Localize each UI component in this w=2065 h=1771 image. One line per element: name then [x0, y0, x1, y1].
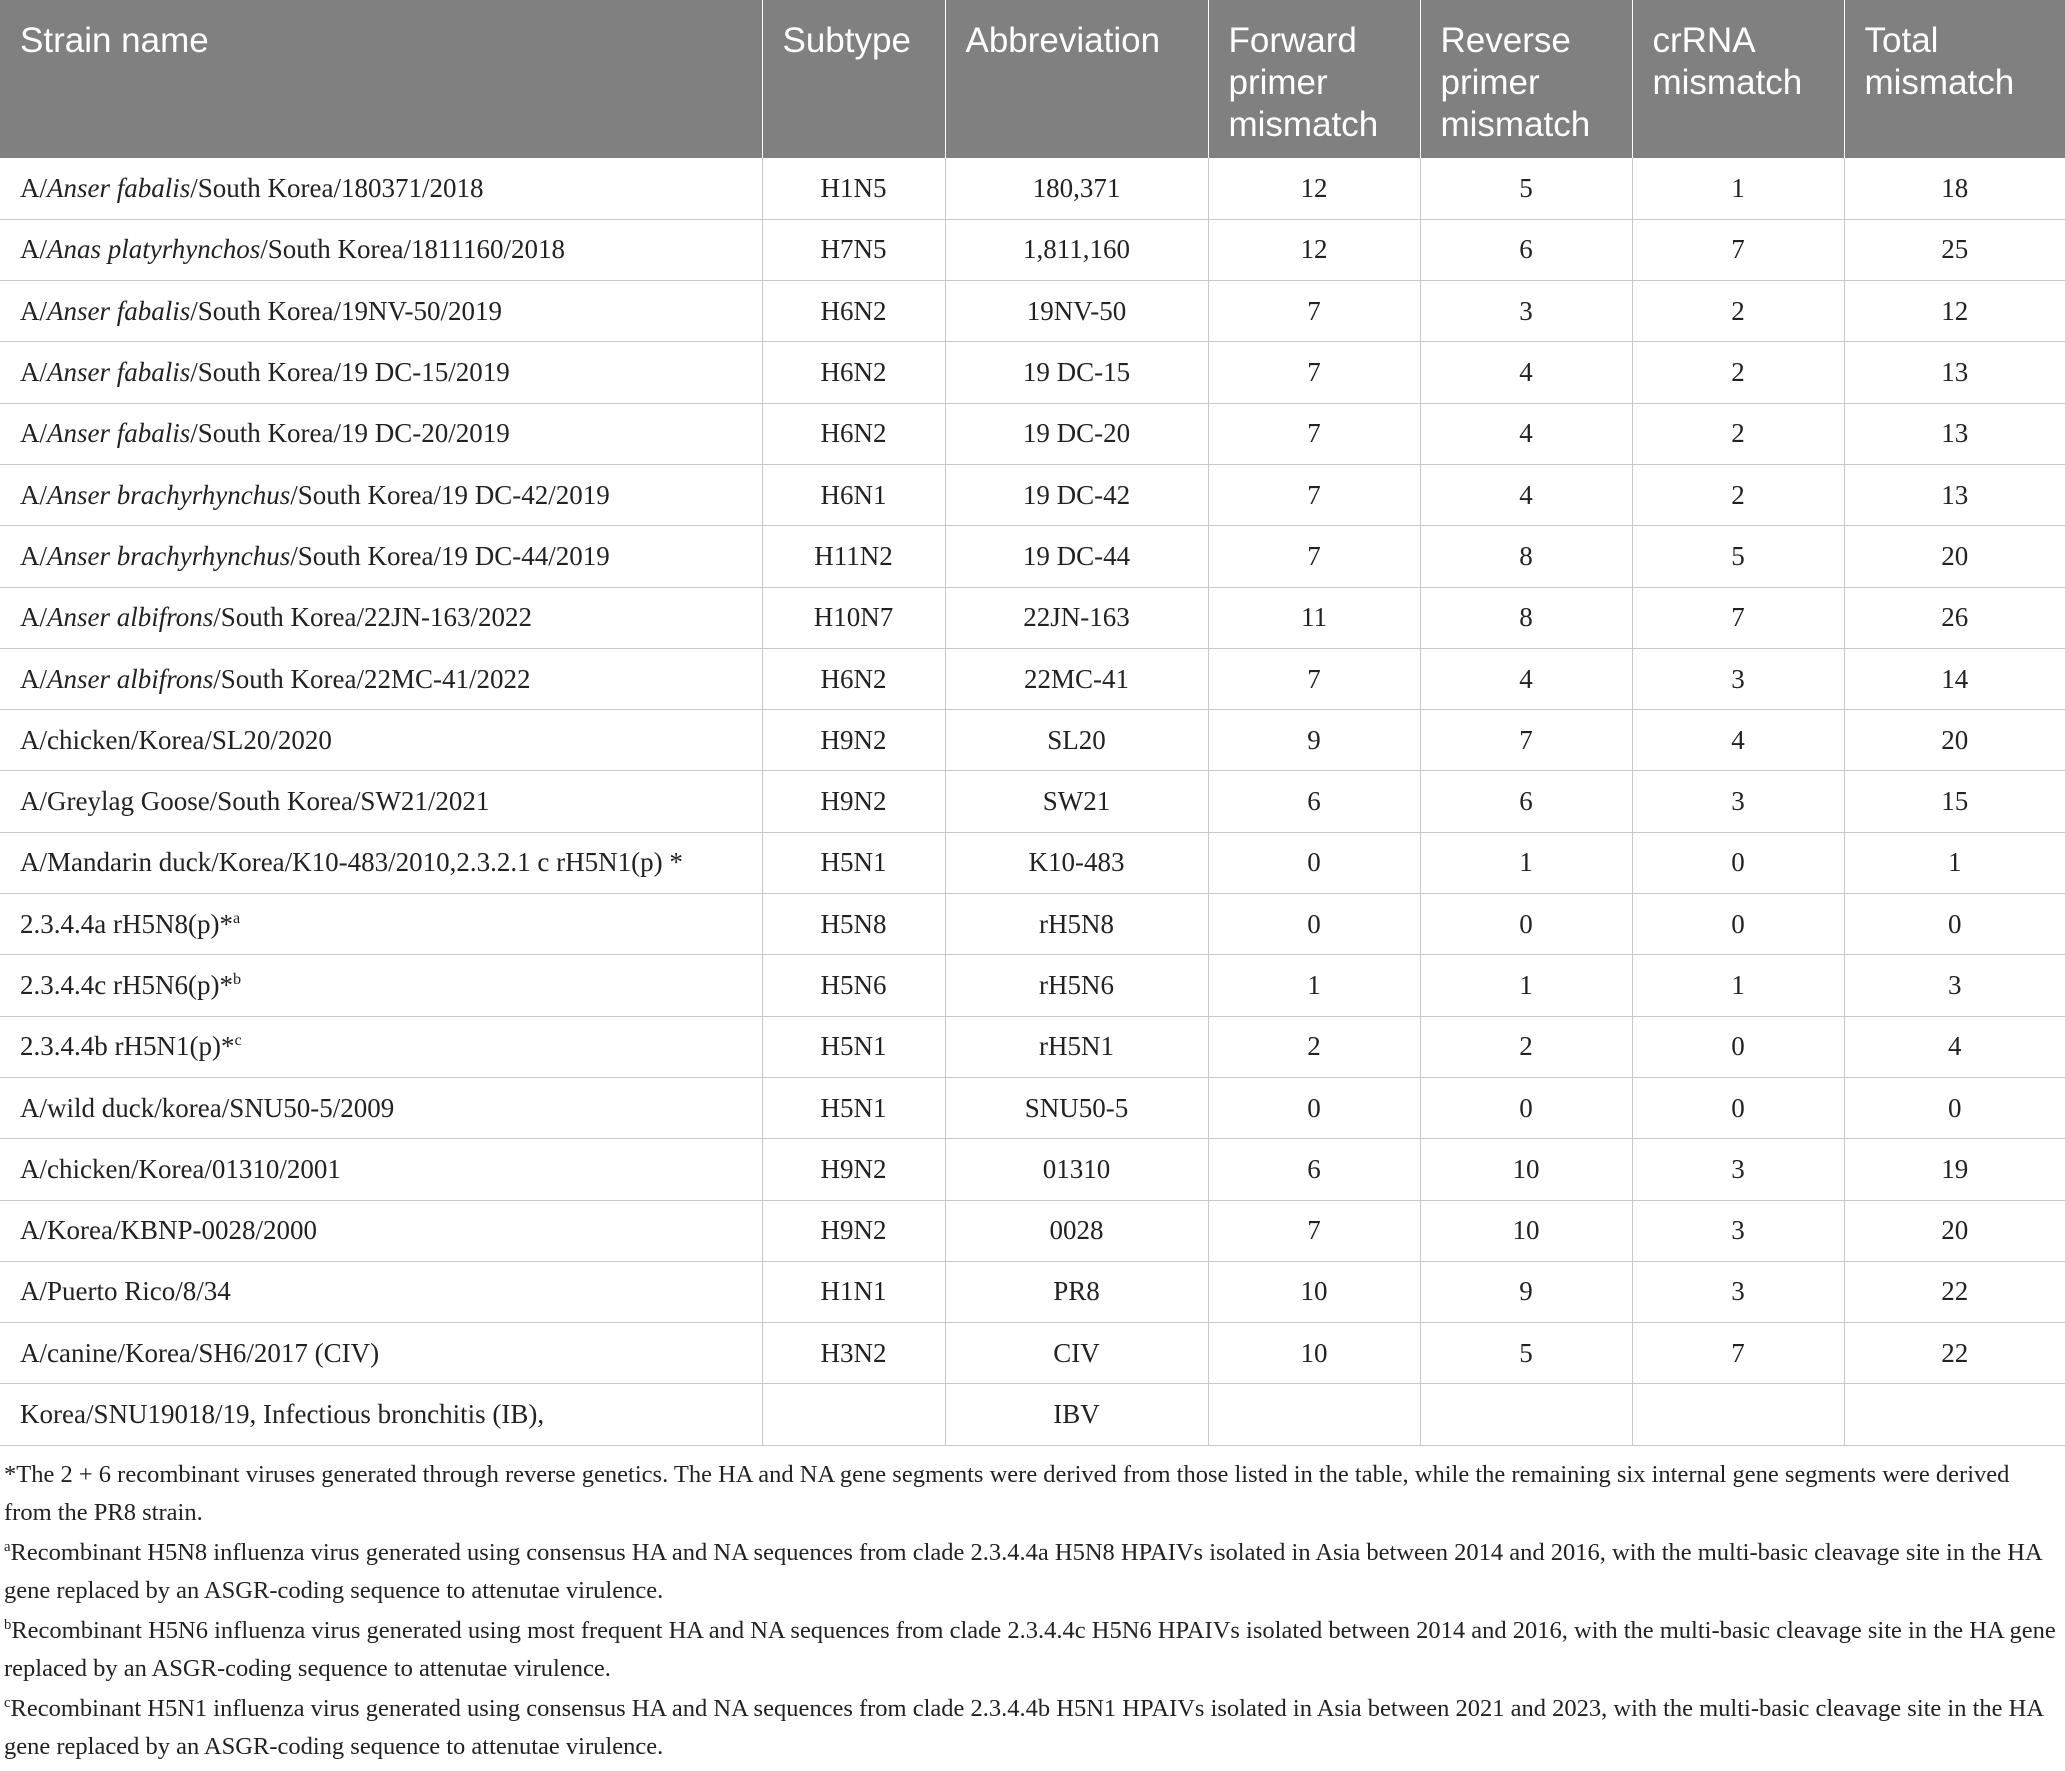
- cell-crrna-mismatch: 0: [1632, 1016, 1844, 1077]
- cell-subtype: H5N8: [762, 894, 945, 955]
- cell-total-mismatch: 13: [1844, 403, 2065, 464]
- cell-reverse-mismatch: 8: [1420, 587, 1632, 648]
- cell-abbreviation: 22MC-41: [945, 648, 1208, 709]
- strain-name-text: A/chicken/Korea/01310/2001: [20, 1153, 341, 1184]
- header-crrna-mismatch: crRNA mismatch: [1632, 0, 1844, 158]
- cell-total-mismatch: 0: [1844, 1077, 2065, 1138]
- cell-reverse-mismatch: 10: [1420, 1200, 1632, 1261]
- table-row: [0, 281, 2065, 342]
- cell-forward-mismatch: 6: [1208, 1139, 1420, 1200]
- cell-forward-mismatch: 10: [1208, 1323, 1420, 1384]
- cell-total-mismatch: 20: [1844, 710, 2065, 771]
- cell-abbreviation: 19NV-50: [945, 281, 1208, 342]
- cell-abbreviation: PR8: [945, 1261, 1208, 1322]
- cell-crrna-mismatch: 3: [1632, 1200, 1844, 1261]
- cell-abbreviation: SNU50-5: [945, 1077, 1208, 1138]
- cell-subtype: H6N2: [762, 342, 945, 403]
- cell-abbreviation: IBV: [945, 1384, 1208, 1445]
- cell-reverse-mismatch: 4: [1420, 342, 1632, 403]
- cell-abbreviation: SL20: [945, 710, 1208, 771]
- footnote-text: *The 2 + 6 recombinant viruses generated through reverse genetics. The HA and NA gene segments were derived from those listed in the table, while the remaining six internal gene segments were derived from the PR8 strain.: [4, 1460, 2010, 1526]
- table-row: [0, 710, 2065, 771]
- strain-name-text: 2.3.4.4c rH5N6(p)*: [20, 970, 233, 1000]
- footnote: [4, 1534, 2059, 1610]
- cell-subtype: H6N2: [762, 281, 945, 342]
- footnote-marker: c: [4, 1694, 11, 1711]
- cell-forward-mismatch: 7: [1208, 281, 1420, 342]
- cell-reverse-mismatch: 4: [1420, 648, 1632, 709]
- strain-name-text: A/: [20, 295, 47, 326]
- cell-abbreviation: SW21: [945, 771, 1208, 832]
- cell-strain-name: [0, 219, 762, 280]
- table-row: [0, 648, 2065, 709]
- cell-abbreviation: 1,811,160: [945, 219, 1208, 280]
- header-subtype: Subtype: [762, 0, 945, 158]
- cell-forward-mismatch: 0: [1208, 832, 1420, 893]
- cell-reverse-mismatch: 6: [1420, 219, 1632, 280]
- cell-strain-name: [0, 1323, 762, 1384]
- cell-reverse-mismatch: 4: [1420, 464, 1632, 525]
- cell-subtype: [762, 1384, 945, 1445]
- cell-crrna-mismatch: 0: [1632, 832, 1844, 893]
- table-row: [0, 1200, 2065, 1261]
- footnote-marker: a: [232, 908, 241, 927]
- cell-abbreviation: 19 DC-20: [945, 403, 1208, 464]
- cell-forward-mismatch: 12: [1208, 219, 1420, 280]
- cell-subtype: H5N6: [762, 955, 945, 1016]
- cell-abbreviation: 0028: [945, 1200, 1208, 1261]
- strain-name-suffix: /South Korea/19 DC-42/2019: [290, 479, 610, 510]
- cell-reverse-mismatch: 0: [1420, 894, 1632, 955]
- cell-strain-name: [0, 832, 762, 893]
- cell-forward-mismatch: 7: [1208, 1200, 1420, 1261]
- cell-total-mismatch: 18: [1844, 158, 2065, 219]
- footnote-text: Recombinant H5N6 influenza virus generated using most frequent HA and NA sequences from clade 2.3.4.4c H5N6 HPAIVs isolated between 2014 and 2016, with the multi-basic cleavage site in the HA gene replaced by an ASGR-coding sequence to attenutae virulence.: [4, 1616, 2056, 1682]
- table-row: [0, 1384, 2065, 1445]
- cell-subtype: H5N1: [762, 1077, 945, 1138]
- footnote: [4, 1456, 2059, 1532]
- cell-total-mismatch: 13: [1844, 464, 2065, 525]
- cell-reverse-mismatch: 8: [1420, 526, 1632, 587]
- cell-strain-name: [0, 710, 762, 771]
- cell-reverse-mismatch: 1: [1420, 832, 1632, 893]
- cell-subtype: H1N5: [762, 158, 945, 219]
- table-row: [0, 955, 2065, 1016]
- cell-strain-name: [0, 1016, 762, 1077]
- header-forward-primer-mismatch: Forward primer mismatch: [1208, 0, 1420, 158]
- strain-name-text: A/Korea/KBNP-0028/2000: [20, 1215, 317, 1246]
- strain-species-italic: Anser fabalis: [47, 295, 191, 326]
- cell-forward-mismatch: 7: [1208, 526, 1420, 587]
- strain-name-text: A/wild duck/korea/SNU50-5/2009: [20, 1092, 395, 1123]
- strain-species-italic: Anas platyrhynchos: [47, 234, 261, 265]
- table-row: [0, 464, 2065, 525]
- cell-total-mismatch: 0: [1844, 894, 2065, 955]
- cell-subtype: H5N1: [762, 1016, 945, 1077]
- cell-forward-mismatch: [1208, 1384, 1420, 1445]
- cell-crrna-mismatch: 3: [1632, 1139, 1844, 1200]
- cell-strain-name: [0, 955, 762, 1016]
- cell-strain-name: [0, 281, 762, 342]
- strain-name-text: A/Greylag Goose/South Korea/SW21/2021: [20, 786, 490, 817]
- cell-crrna-mismatch: 7: [1632, 587, 1844, 648]
- cell-subtype: H6N1: [762, 464, 945, 525]
- cell-reverse-mismatch: 9: [1420, 1261, 1632, 1322]
- cell-total-mismatch: 14: [1844, 648, 2065, 709]
- cell-total-mismatch: 26: [1844, 587, 2065, 648]
- strain-name-text: A/: [20, 418, 47, 449]
- strain-name-suffix: /South Korea/180371/2018: [190, 172, 484, 203]
- cell-reverse-mismatch: [1420, 1384, 1632, 1445]
- strain-name-suffix: /South Korea/1811160/2018: [260, 234, 565, 265]
- cell-forward-mismatch: 0: [1208, 894, 1420, 955]
- footnote-marker: a: [4, 1538, 11, 1555]
- cell-total-mismatch: 1: [1844, 832, 2065, 893]
- cell-crrna-mismatch: 2: [1632, 342, 1844, 403]
- cell-strain-name: [0, 587, 762, 648]
- strain-name-suffix: /South Korea/19 DC-20/2019: [190, 418, 510, 449]
- cell-strain-name: [0, 464, 762, 525]
- strain-name-text: A/: [20, 234, 47, 265]
- cell-subtype: H11N2: [762, 526, 945, 587]
- table-row: [0, 1016, 2065, 1077]
- cell-abbreviation: rH5N8: [945, 894, 1208, 955]
- cell-total-mismatch: 20: [1844, 1200, 2065, 1261]
- cell-total-mismatch: 22: [1844, 1323, 2065, 1384]
- cell-subtype: H7N5: [762, 219, 945, 280]
- strain-name-text: A/Puerto Rico/8/34: [20, 1276, 231, 1307]
- cell-subtype: H1N1: [762, 1261, 945, 1322]
- table-row: [0, 587, 2065, 648]
- cell-reverse-mismatch: 1: [1420, 955, 1632, 1016]
- cell-forward-mismatch: 9: [1208, 710, 1420, 771]
- table-row: [0, 894, 2065, 955]
- table-row: [0, 219, 2065, 280]
- cell-forward-mismatch: 0: [1208, 1077, 1420, 1138]
- cell-subtype: H9N2: [762, 1200, 945, 1261]
- cell-crrna-mismatch: 0: [1632, 894, 1844, 955]
- strain-name-text: A/: [20, 479, 47, 510]
- cell-crrna-mismatch: 1: [1632, 955, 1844, 1016]
- cell-total-mismatch: 3: [1844, 955, 2065, 1016]
- table-row: [0, 1139, 2065, 1200]
- footnote-text: Recombinant H5N8 influenza virus generated using consensus HA and NA sequences from clade 2.3.4.4a H5N8 HPAIVs isolated in Asia between 2014 and 2016, with the multi-basic cleavage site in the HA gene replaced by an ASGR-coding sequence to attenutae virulence.: [4, 1538, 2042, 1604]
- cell-crrna-mismatch: 1: [1632, 158, 1844, 219]
- table-row: [0, 1323, 2065, 1384]
- footnote-marker: c: [234, 1031, 242, 1050]
- header-strain-name: Strain name: [0, 0, 762, 158]
- strain-species-italic: Anser fabalis: [47, 172, 191, 203]
- strain-name-suffix: /South Korea/22MC-41/2022: [213, 663, 531, 694]
- strain-name-text: 2.3.4.4a rH5N8(p)*: [20, 908, 233, 939]
- cell-forward-mismatch: 12: [1208, 158, 1420, 219]
- cell-abbreviation: 19 DC-44: [945, 526, 1208, 587]
- table-row: [0, 403, 2065, 464]
- cell-forward-mismatch: 6: [1208, 771, 1420, 832]
- cell-abbreviation: K10-483: [945, 832, 1208, 893]
- cell-forward-mismatch: 7: [1208, 648, 1420, 709]
- table-body: [0, 158, 2065, 1445]
- table-row: [0, 158, 2065, 219]
- cell-subtype: H6N2: [762, 648, 945, 709]
- strain-name-text: A/: [20, 540, 47, 571]
- strain-species-italic: Anser brachyrhynchus: [47, 540, 291, 571]
- strain-name-text: A/: [20, 172, 47, 203]
- cell-abbreviation: 22JN-163: [945, 587, 1208, 648]
- strain-species-italic: Anser fabalis: [47, 418, 191, 449]
- strain-name-text: A/canine/Korea/SH6/2017 (CIV): [20, 1337, 380, 1368]
- footnote-marker: b: [232, 970, 242, 988]
- cell-crrna-mismatch: 2: [1632, 403, 1844, 464]
- cell-strain-name: [0, 1261, 762, 1322]
- cell-crrna-mismatch: 2: [1632, 281, 1844, 342]
- cell-subtype: H3N2: [762, 1323, 945, 1384]
- cell-subtype: H9N2: [762, 710, 945, 771]
- footnote: [4, 1690, 2059, 1766]
- cell-total-mismatch: [1844, 1384, 2065, 1445]
- cell-forward-mismatch: 10: [1208, 1261, 1420, 1322]
- strain-name-text: A/: [20, 357, 47, 388]
- strain-species-italic: Anser fabalis: [47, 357, 191, 388]
- cell-strain-name: [0, 1077, 762, 1138]
- cell-crrna-mismatch: 0: [1632, 1077, 1844, 1138]
- cell-reverse-mismatch: 2: [1420, 1016, 1632, 1077]
- cell-crrna-mismatch: 3: [1632, 771, 1844, 832]
- cell-strain-name: [0, 342, 762, 403]
- cell-abbreviation: 19 DC-42: [945, 464, 1208, 525]
- cell-forward-mismatch: 1: [1208, 955, 1420, 1016]
- cell-subtype: H5N1: [762, 832, 945, 893]
- cell-reverse-mismatch: 3: [1420, 281, 1632, 342]
- strain-species-italic: Anser albifrons: [47, 663, 214, 694]
- cell-reverse-mismatch: 7: [1420, 710, 1632, 771]
- header-total-mismatch: Total mismatch: [1844, 0, 2065, 158]
- cell-forward-mismatch: 7: [1208, 464, 1420, 525]
- strain-name-suffix: /South Korea/19NV-50/2019: [190, 295, 503, 326]
- cell-strain-name: [0, 894, 762, 955]
- cell-strain-name: [0, 1384, 762, 1445]
- strain-name-text: 2.3.4.4b rH5N1(p)*: [20, 1031, 235, 1062]
- strain-name-text: A/: [20, 602, 47, 633]
- cell-reverse-mismatch: 10: [1420, 1139, 1632, 1200]
- cell-forward-mismatch: 7: [1208, 342, 1420, 403]
- footnote-text: Recombinant H5N1 influenza virus generated using consensus HA and NA sequences from clade 2.3.4.4b H5N1 HPAIVs isolated in Asia between 2021 and 2023, with the multi-basic cleavage site in the HA gene replaced by an ASGR-coding sequence to attenutae virulence.: [4, 1694, 2043, 1760]
- cell-reverse-mismatch: 0: [1420, 1077, 1632, 1138]
- cell-strain-name: [0, 158, 762, 219]
- cell-crrna-mismatch: 7: [1632, 219, 1844, 280]
- cell-crrna-mismatch: 3: [1632, 648, 1844, 709]
- cell-crrna-mismatch: 5: [1632, 526, 1844, 587]
- cell-reverse-mismatch: 4: [1420, 403, 1632, 464]
- cell-total-mismatch: 19: [1844, 1139, 2065, 1200]
- cell-strain-name: [0, 1139, 762, 1200]
- cell-reverse-mismatch: 6: [1420, 771, 1632, 832]
- footnotes: [0, 1446, 2065, 1766]
- header-abbreviation: Abbreviation: [945, 0, 1208, 158]
- cell-crrna-mismatch: 7: [1632, 1323, 1844, 1384]
- cell-crrna-mismatch: 3: [1632, 1261, 1844, 1322]
- table-row: [0, 342, 2065, 403]
- footnote-marker: b: [4, 1616, 12, 1633]
- cell-total-mismatch: 4: [1844, 1016, 2065, 1077]
- cell-abbreviation: 01310: [945, 1139, 1208, 1200]
- cell-subtype: H10N7: [762, 587, 945, 648]
- cell-abbreviation: rH5N6: [945, 955, 1208, 1016]
- cell-subtype: H9N2: [762, 1139, 945, 1200]
- cell-total-mismatch: 20: [1844, 526, 2065, 587]
- cell-reverse-mismatch: 5: [1420, 1323, 1632, 1384]
- cell-abbreviation: rH5N1: [945, 1016, 1208, 1077]
- cell-subtype: H9N2: [762, 771, 945, 832]
- strain-name-suffix: /South Korea/19 DC-44/2019: [290, 540, 610, 571]
- strain-name-text: Korea/SNU19018/19, Infectious bronchitis (IB),: [20, 1399, 545, 1430]
- cell-total-mismatch: 25: [1844, 219, 2065, 280]
- cell-forward-mismatch: 7: [1208, 403, 1420, 464]
- cell-abbreviation: 19 DC-15: [945, 342, 1208, 403]
- cell-strain-name: [0, 1200, 762, 1261]
- cell-abbreviation: 180,371: [945, 158, 1208, 219]
- cell-total-mismatch: 12: [1844, 281, 2065, 342]
- cell-strain-name: [0, 526, 762, 587]
- header-reverse-primer-mismatch: Reverse primer mismatch: [1420, 0, 1632, 158]
- strain-species-italic: Anser brachyrhynchus: [47, 479, 291, 510]
- strain-name-text: A/Mandarin duck/Korea/K10-483/2010,2.3.2.1 c rH5N1(p) *: [20, 847, 683, 878]
- cell-subtype: H6N2: [762, 403, 945, 464]
- cell-crrna-mismatch: 4: [1632, 710, 1844, 771]
- footnote: [4, 1612, 2059, 1688]
- table-row: [0, 1077, 2065, 1138]
- cell-strain-name: [0, 648, 762, 709]
- cell-forward-mismatch: 11: [1208, 587, 1420, 648]
- cell-total-mismatch: 22: [1844, 1261, 2065, 1322]
- cell-strain-name: [0, 771, 762, 832]
- cell-abbreviation: CIV: [945, 1323, 1208, 1384]
- cell-total-mismatch: 15: [1844, 771, 2065, 832]
- cell-crrna-mismatch: [1632, 1384, 1844, 1445]
- table-row: [0, 771, 2065, 832]
- cell-total-mismatch: 13: [1844, 342, 2065, 403]
- strain-name-text: A/: [20, 663, 47, 694]
- table-row: [0, 832, 2065, 893]
- cell-reverse-mismatch: 5: [1420, 158, 1632, 219]
- table-header-row: [0, 0, 2065, 158]
- strain-name-suffix: /South Korea/19 DC-15/2019: [190, 357, 510, 388]
- cell-forward-mismatch: 2: [1208, 1016, 1420, 1077]
- strain-name-text: A/chicken/Korea/SL20/2020: [20, 724, 332, 755]
- table-row: [0, 1261, 2065, 1322]
- strain-name-suffix: /South Korea/22JN-163/2022: [213, 602, 532, 633]
- cell-strain-name: [0, 403, 762, 464]
- cell-crrna-mismatch: 2: [1632, 464, 1844, 525]
- table-row: [0, 526, 2065, 587]
- strain-species-italic: Anser albifrons: [47, 602, 214, 633]
